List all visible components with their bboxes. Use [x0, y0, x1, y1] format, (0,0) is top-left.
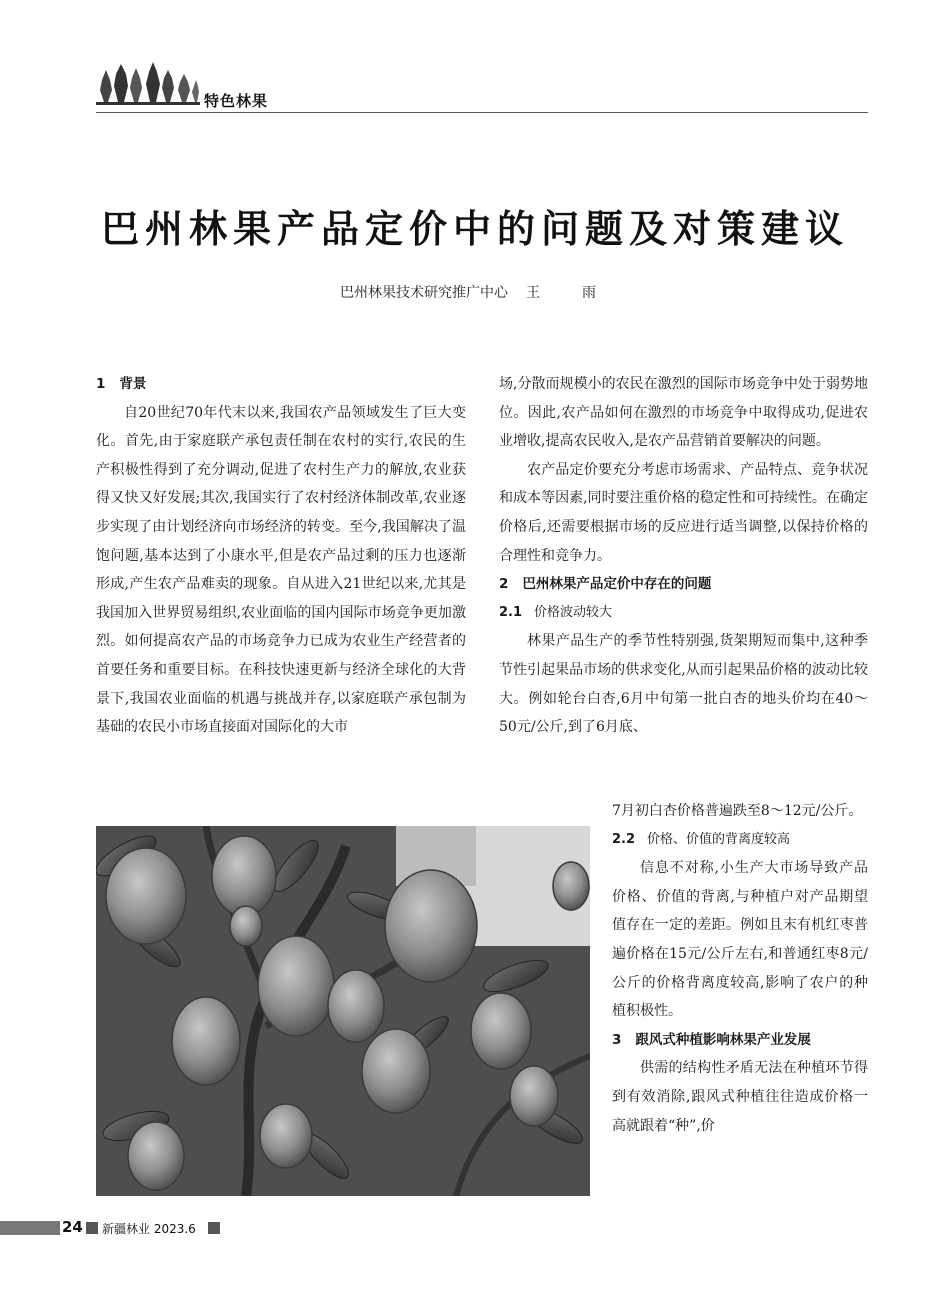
footer-bar: [0, 1221, 60, 1235]
paragraph: 场,分散而规模小的农民在激烈的国际市场竞争中处于弱势地位。因此,农产品如何在激烈的市场竞争中取得成功,促进农业增收,提高农民收入,是农产品营销首要解决的问题。: [499, 376, 868, 450]
right-column-wrapped: [612, 797, 868, 1140]
right-column: [499, 370, 868, 742]
subsection-heading: [612, 826, 868, 855]
section-label: 特色林果: [204, 92, 269, 110]
affiliation: 巴州林果技术研究推广中心: [340, 285, 508, 301]
footer-square: [86, 1222, 98, 1234]
section-title: 跟风式种植影响林果产业发展: [635, 1031, 811, 1048]
author: 王 雨: [526, 285, 610, 301]
footer-square: [208, 1222, 220, 1234]
trees-icon: [96, 60, 200, 110]
subsection-title: 价格波动较大: [534, 604, 613, 620]
article-title: 巴州林果产品定价中的问题及对策建议: [100, 206, 849, 251]
page-footer: [0, 1217, 228, 1239]
paragraph: 信息不对称,小生产大市场导致产品价格、价值的背离,与种植户对产品期望值存在一定的差距。例如且末有机红枣普遍价格在15元/公斤左右,和普通红枣8元/公斤的价格背离度较高,影响了农户的种植积极性。: [612, 860, 868, 1020]
page-header: [96, 58, 868, 114]
subsection-heading: [499, 599, 868, 628]
page-number: 24: [62, 1218, 83, 1236]
subsection-title: 价格、价值的背离度较高: [647, 831, 791, 847]
header-divider: [96, 112, 868, 113]
section-number: 1: [96, 376, 106, 392]
section-title: 背景: [119, 376, 147, 392]
section-number: 3: [612, 1031, 622, 1048]
subsection-number: 2.1: [499, 604, 523, 620]
section-title: 巴州林果产品定价中存在的问题: [522, 576, 712, 593]
journal-issue: 新疆林业 2023.6: [102, 1222, 196, 1236]
paragraph: 农产品定价要充分考虑市场需求、产品特点、竞争状况和成本等因素,同时要注重价格的稳定性和可持续性。在确定价格后,还需要根据市场的反应进行适当调整,以保持价格的合理性和竞争力。: [499, 461, 868, 564]
pear-tree-photo: [96, 826, 590, 1196]
paragraph: 供需的结构性矛盾无法在种植环节得到有效消除,跟风式种植往往造成价格一高就跟着“种”,价: [612, 1060, 868, 1134]
left-column: [96, 370, 466, 742]
section-heading: [499, 570, 868, 599]
section-heading: [96, 370, 466, 399]
section-heading: [612, 1026, 868, 1055]
paragraph: 7月初白杏价格普遍跌至8～12元/公斤。: [612, 803, 863, 819]
paragraph: 自20世纪70年代末以来,我国农产品领域发生了巨大变化。首先,由于家庭联产承包责任制在农村的实行,农民的生产积极性得到了充分调动,促进了农村生产力的解放,农业获得又快又好发展;其次,我国实行了农村经济体制改革,农业逐步实现了由计划经济向市场经济的转变。至今,我国解决了温饱问题,基本达到了小康水平,但是农产品过剩的压力也逐渐形成,产生农产品难卖的现象。自从进入21世纪以来,尤其是我国加入世界贸易组织,农业面临的国内国际市场竞争更加激烈。如何提高农产品的市场竞争力已成为农业生产经营者的首要任务和重要目标。在科技快速更新与经济全球化的大背景下,我国农业面临的机遇与挑战并存,以家庭联产承包制为基础的农民小市场直接面对国际化的大市: [96, 404, 466, 736]
byline: [0, 282, 950, 302]
section-number: 2: [499, 576, 509, 593]
subsection-number: 2.2: [612, 831, 636, 847]
paragraph: 林果产品生产的季节性特别强,货架期短而集中,这种季节性引起果品市场的供求变化,从而引起果品价格的波动比较大。例如轮台白杏,6月中旬第一批白杏的地头价均在40～50元/公斤,到了6月底、: [499, 633, 868, 736]
